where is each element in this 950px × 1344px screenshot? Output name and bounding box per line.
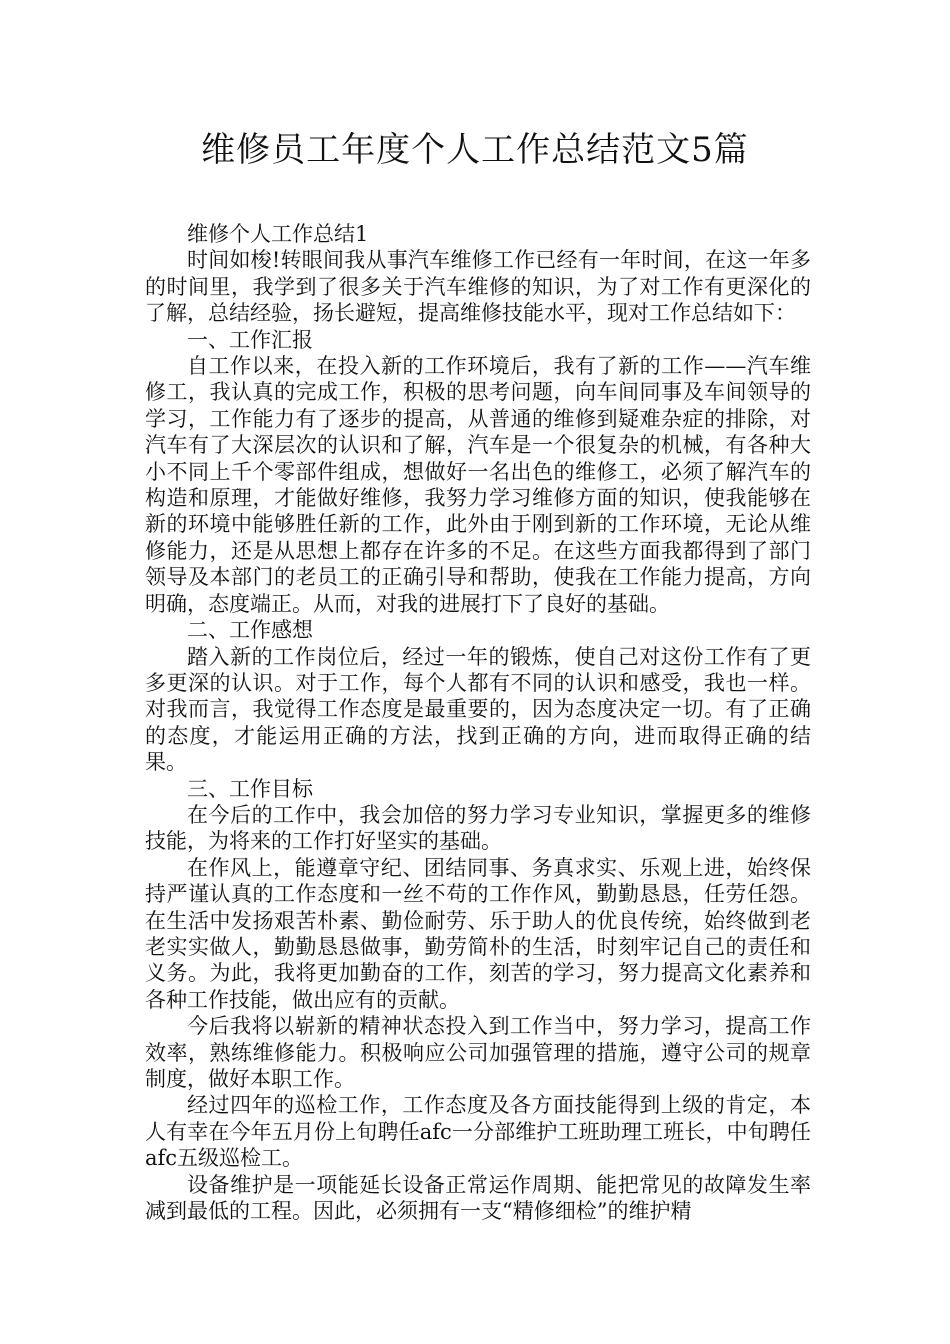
paragraph: 时间如梭!转眼间我从事汽车维修工作已经有一年时间，在这一年多的时间里，我学到了很多关于汽车维修的知识，为了对工作有更深化的了解，总结经验，扬长避短，提高维修技能水平，现对工作总结如下： [145, 248, 811, 326]
document-body [145, 221, 811, 1224]
paragraph: 在今后的工作中，我会加倍的努力学习专业知识，掌握更多的维修技能，为将来的工作打好坚实的基础。 [145, 802, 811, 854]
section-heading: 一、工作汇报 [187, 327, 313, 352]
section-heading: 二、工作感想 [187, 618, 313, 643]
paragraph: 设备维护是一项能延长设备正常运作周期、能把常见的故障发生率减到最低的工程。因此，必须拥有一支“精修细检”的维护精 [145, 1172, 811, 1224]
section-heading: 维修个人工作总结1 [187, 222, 369, 246]
paragraph: 经过四年的巡检工作，工作态度及各方面技能得到上级的肯定，本人有幸在今年五月份上旬聘任afc一分部维护工班助理工班长，中旬聘任afc五级巡检工。 [145, 1093, 811, 1171]
paragraph: 自工作以来，在投入新的工作环境后，我有了新的工作——汽车维修工，我认真的完成工作，积极的思考问题，向车间同事及车间领导的学习，工作能力有了逐步的提高，从普通的维修到疑难杂症的排除，对汽车有了大深层次的认识和了解，汽车是一个很复杂的机械，有各种大小不同上千个零部件组成，想做好一名出色的维修工，必须了解汽车的构造和原理，才能做好维修，我努力学习维修方面的知识，使我能够在新的环境中能够胜任新的工作，此外由于刚到新的工作环境，无论从维修能力，还是从思想上都存在许多的不足。在这些方面我都得到了部门领导及本部门的老员工的正确引导和帮助，使我在工作能力提高，方向明确，态度端正。从而，对我的进展打下了良好的基础。 [145, 354, 811, 616]
document-title: 维修员工年度个人工作总结范文5篇 [201, 130, 749, 170]
section-heading: 三、工作目标 [187, 776, 313, 801]
paragraph: 在作风上，能遵章守纪、团结同事、务真求实、乐观上进，始终保持严谨认真的工作态度和一丝不苟的工作作风，勤勤恳恳，任劳任怨。在生活中发扬艰苦朴素、勤俭耐劳、乐于助人的优良传统，始终做到老老实实做人，勤勤恳恳做事，勤劳简朴的生活，时刻牢记自己的责任和义务。为此，我将更加勤奋的工作，刻苦的学习，努力提高文化素养和各种工作技能，做出应有的贡献。 [145, 855, 811, 1012]
paragraph: 踏入新的工作岗位后，经过一年的锻炼，使自己对这份工作有了更多更深的认识。对于工作，每个人都有不同的认识和感受，我也一样。对我而言，我觉得工作态度是最重要的，因为态度决定一切。有了正确的态度，才能运用正确的方法，找到正确的方向，进而取得正确的结果。 [145, 644, 811, 775]
paragraph: 今后我将以崭新的精神状态投入到工作当中，努力学习，提高工作效率，熟练维修能力。积极响应公司加强管理的措施，遵守公司的规章制度，做好本职工作。 [145, 1014, 811, 1091]
